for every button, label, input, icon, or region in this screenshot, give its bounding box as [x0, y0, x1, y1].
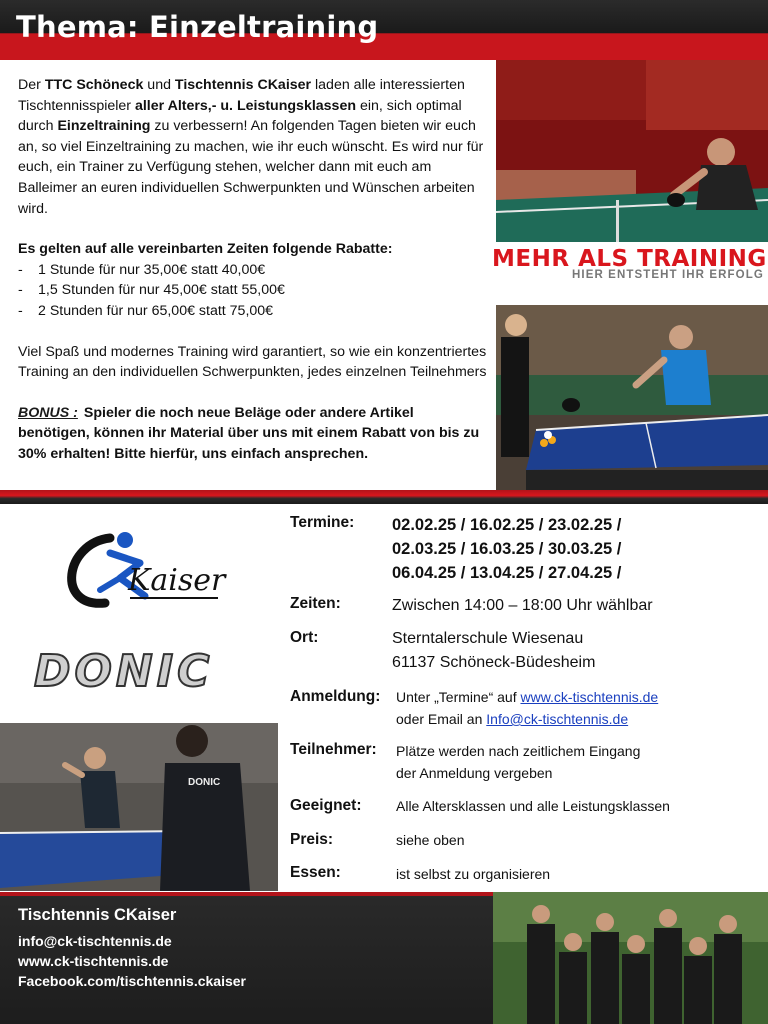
rabatt-list: [18, 260, 488, 322]
svg-text:DONIC: DONIC: [188, 777, 221, 788]
intro-text-segment: laden alle interessierten Tischtennisspieler: [18, 77, 465, 114]
kaiser-logo: [50, 518, 250, 618]
footer-email[interactable]: info@ck-tischtennis.de: [18, 933, 172, 949]
header-banner: [0, 0, 768, 60]
intro-text: [18, 75, 488, 485]
teilnehmer-value: Plätze werden nach zeitlichem Eingang der Anmeldung vergeben: [396, 743, 641, 781]
slogan-line1: MEHR ALS TRAINING: [492, 246, 767, 272]
intro-highlight: TTC Schöneck: [44, 77, 144, 93]
footer-title: Tischtennis CKaiser: [18, 906, 177, 924]
kaiser-logo-text: Kaiser: [128, 563, 226, 598]
donic-logo-text: DONIC: [34, 646, 214, 697]
section-divider: [0, 490, 768, 504]
intro-paragraph: [18, 75, 488, 219]
slogan: [492, 246, 768, 281]
termine-label: Termine:: [290, 514, 355, 531]
ort-label: Ort:: [290, 629, 319, 646]
photo-team: [493, 892, 768, 1024]
page-title: Thema: Einzeltraining: [16, 10, 379, 44]
bonus-text: Spieler die noch neue Beläge oder andere Artikel benötigen, können ihr Material über uns mit einem Rabatt von bis zu 30% erhalten! Bitte hierfür, uns einfach ansprechen.: [18, 404, 480, 462]
zeiten-value: Zwischen 14:00 – 18:00 Uhr wählbar: [392, 597, 653, 614]
list-item: - 2 Stunden für nur 65,00€ statt 75,00€: [18, 302, 274, 319]
preis-value: siehe oben: [396, 832, 465, 848]
bonus-label: BONUS :: [18, 404, 78, 421]
photo-player-forehand: [496, 60, 768, 242]
termine-value: 02.02.25 / 16.02.25 / 23.02.25 / 02.03.25 / 16.03.25 / 30.03.25 / 06.04.25 / 13.04.25 / 27.04.25 /: [392, 516, 622, 582]
photo-players-donic: [0, 723, 278, 891]
intro-text-segment: Der: [18, 77, 45, 93]
intro-highlight: Tischtennis CKaiser: [174, 77, 312, 93]
geeignet-label: Geeignet:: [290, 797, 362, 814]
ort-value: Sterntalerschule Wiesenau 61137 Schöneck-Büdesheim: [392, 630, 596, 671]
zeiten-label: Zeiten:: [290, 595, 341, 612]
email-link[interactable]: Info@ck-tischtennis.de: [486, 711, 629, 727]
intro-text-segment: und: [143, 77, 175, 93]
donic-logo: [30, 640, 250, 700]
footer-website[interactable]: www.ck-tischtennis.de: [18, 953, 169, 969]
anmeldung-label: Anmeldung:: [290, 688, 381, 705]
intro-highlight: aller Alters,- u. Leistungsklassen: [134, 97, 357, 114]
photo-training-session: [496, 305, 768, 490]
training-paragraph: Viel Spaß und modernes Training wird garantiert, so wie ein konzentriertes Training an den individuellen Schwerpunkten, jedes einzelnen Teilnehmers: [18, 343, 487, 381]
teilnehmer-label: Teilnehmer:: [290, 741, 377, 758]
footer-facebook[interactable]: Facebook.com/tischtennis.ckaiser: [18, 973, 246, 989]
list-item: - 1,5 Stunden für nur 45,00€ statt 55,00€: [18, 282, 285, 299]
slogan-line2: HIER ENTSTEHT IHR ERFOLG: [572, 269, 764, 281]
bonus-paragraph: [18, 403, 488, 465]
essen-label: Essen:: [290, 864, 341, 881]
geeignet-value: Alle Altersklassen und alle Leistungsklassen: [396, 798, 670, 814]
website-link[interactable]: www.ck-tischtennis.de: [520, 689, 659, 705]
preis-label: Preis:: [290, 831, 334, 848]
anmeldung-value: Unter „Termine“ auf www.ck-tischtennis.de oder Email an Info@ck-tischtennis.de: [396, 689, 659, 727]
list-item: - 1 Stunde für nur 35,00€ statt 40,00€: [18, 261, 266, 278]
essen-value: ist selbst zu organisieren: [396, 866, 551, 882]
rabatt-heading: Es gelten auf alle vereinbarten Zeiten folgende Rabatte:: [18, 241, 393, 258]
intro-highlight: Einzeltraining: [57, 118, 151, 135]
intro-text-segment: ein, sich optimal durch: [18, 97, 462, 135]
intro-text-segment: zu verbessern! An folgenden Tagen bieten wir euch an, so viel Einzeltraining zu machen, wie ihr euch wünscht. Es wird nur für euch, ein Trainer zu Verfügung stehen, welcher dann mit euch am Balleimer an euren individuellen Schwerpunkten und Wünschen arbeiten wird.: [18, 118, 484, 217]
